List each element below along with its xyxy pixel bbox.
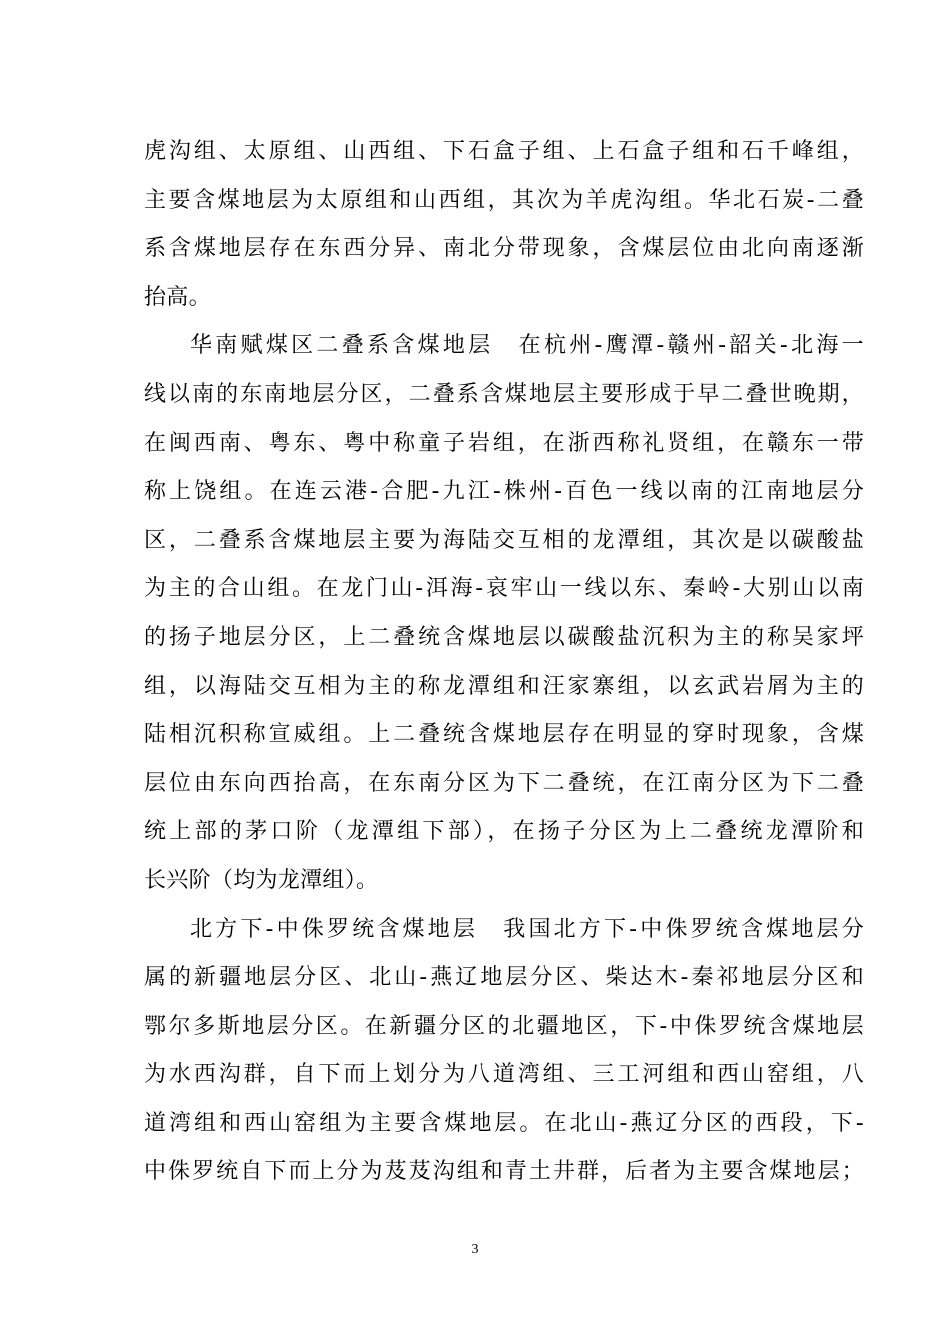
text-line: 属的新疆地层分区、北山-燕辽地层分区、柴达木-秦祁地层分区和 [144,965,864,991]
text-line: 为水西沟群，自下而上划分为八道湾组、三工河组和西山窑组，八 [144,1062,864,1088]
text-line: 长兴阶（均为龙潭组）。 [144,867,379,893]
paragraph-start-line: 北方下-中侏罗统含煤地层 我国北方下-中侏罗统含煤地层分 [190,916,864,942]
text-line: 区，二叠系含煤地层主要为海陆交互相的龙潭组，其次是以碳酸盐 [144,527,864,553]
text-line: 统上部的茅口阶（龙潭组下部），在扬子分区为上二叠统龙潭阶和 [144,819,864,845]
page-number: 3 [471,1242,479,1257]
text-line: 组，以海陆交互相为主的称龙潭组和汪家寨组，以玄武岩屑为主的 [144,673,864,699]
text-line: 抬高。 [144,284,211,310]
text-line: 虎沟组、太原组、山西组、下石盒子组、上石盒子组和石千峰组， [144,139,864,164]
paragraph-start-line: 华南赋煤区二叠系含煤地层 在杭州-鹰潭-赣州-韶关-北海一 [190,333,864,359]
body-text [144,128,864,1197]
text-line: 道湾组和西山窑组为主要含煤地层。在北山-燕辽分区的西段，下- [144,1110,864,1136]
text-line: 为主的合山组。在龙门山-洱海-哀牢山一线以东、秦岭-大别山以南 [144,576,864,602]
text-line: 在闽西南、粤东、粤中称童子岩组，在浙西称礼贤组，在赣东一带 [144,430,864,456]
text-line: 系含煤地层存在东西分异、南北分带现象，含煤层位由北向南逐渐 [144,236,864,262]
text-line: 陆相沉积称宣威组。上二叠统含煤地层存在明显的穿时现象，含煤 [144,722,864,748]
text-line: 线以南的东南地层分区，二叠系含煤地层主要形成于早二叠世晚期， [144,381,864,407]
text-line: 的扬子地层分区，上二叠统含煤地层以碳酸盐沉积为主的称吴家坪 [144,624,864,650]
text-line: 称上饶组。在连云港-合肥-九江-株州-百色一线以南的江南地层分 [144,479,864,505]
text-line: 中侏罗统自下而上分为芨芨沟组和青土井群，后者为主要含煤地层； [144,1159,864,1185]
text-line: 鄂尔多斯地层分区。在新疆分区的北疆地区，下-中侏罗统含煤地层 [144,1013,864,1039]
text-line: 主要含煤地层为太原组和山西组，其次为羊虎沟组。华北石炭-二叠 [144,187,864,213]
text-line: 层位由东向西抬高，在东南分区为下二叠统，在江南分区为下二叠 [144,770,864,796]
